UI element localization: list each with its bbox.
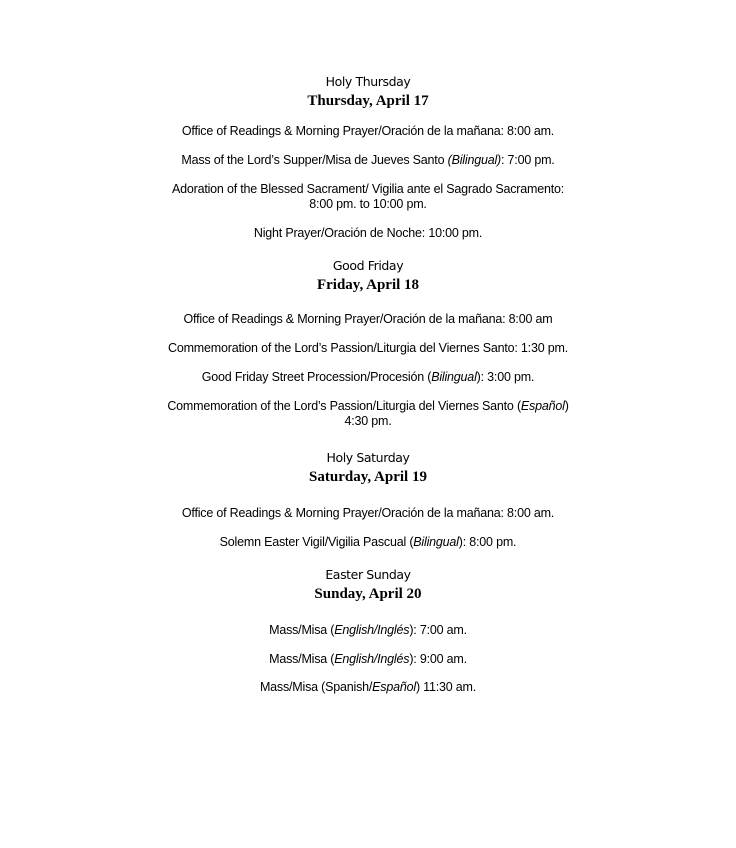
day-date: Saturday, April 19: [309, 469, 427, 485]
schedule-entry: Office of Readings & Morning Prayer/Oración de la mañana: 8:00 am: [183, 312, 553, 326]
schedule-entry: Solemn Easter Vigil/Vigilia Pascual (Bilingual): 8:00 pm.: [219, 535, 517, 549]
schedule-entry: Adoration of the Blessed Sacrament/ Vigilia ante el Sagrado Sacramento:: [171, 182, 565, 196]
schedule-entry: Commemoration of the Lord’s Passion/Liturgia del Viernes Santo: 1:30 pm.: [168, 341, 568, 355]
day-date: Sunday, April 20: [314, 586, 422, 602]
day-name: Easter Sunday: [325, 567, 411, 582]
schedule-entry: Office of Readings & Morning Prayer/Oración de la mañana: 8:00 am.: [181, 124, 555, 138]
section-good-friday: [0, 258, 736, 294]
schedule-entry: Mass of the Lord’s Supper/Misa de Jueves Santo (Bilingual): 7:00 pm.: [181, 153, 555, 167]
section-easter-sunday: [0, 567, 736, 603]
day-date: Friday, April 18: [316, 277, 420, 293]
schedule-entry-continuation: 4:30 pm.: [344, 414, 392, 428]
schedule-entry: Mass/Misa (English/Inglés): 9:00 am.: [269, 652, 467, 666]
day-name: Good Friday: [332, 258, 404, 273]
schedule-entry-continuation: 8:00 pm. to 10:00 pm.: [309, 197, 427, 211]
schedule-entry: Mass/Misa (Spanish/Español) 11:30 am.: [259, 680, 477, 694]
day-name: Holy Saturday: [326, 450, 410, 465]
section-holy-saturday: [0, 450, 736, 486]
schedule-entry: Commemoration of the Lord’s Passion/Liturgia del Viernes Santo (Español): [167, 399, 569, 413]
schedule-entry: Office of Readings & Morning Prayer/Oración de la mañana: 8:00 am.: [181, 506, 555, 520]
schedule-entry: Good Friday Street Procession/Procesión (Bilingual): 3:00 pm.: [201, 370, 535, 384]
day-date: Thursday, April 17: [307, 93, 429, 109]
section-holy-thursday: [0, 74, 736, 110]
schedule-entry: Night Prayer/Oración de Noche: 10:00 pm.: [253, 226, 483, 240]
day-name: Holy Thursday: [325, 74, 411, 89]
schedule-entry: Mass/Misa (English/Inglés): 7:00 am.: [269, 623, 467, 637]
